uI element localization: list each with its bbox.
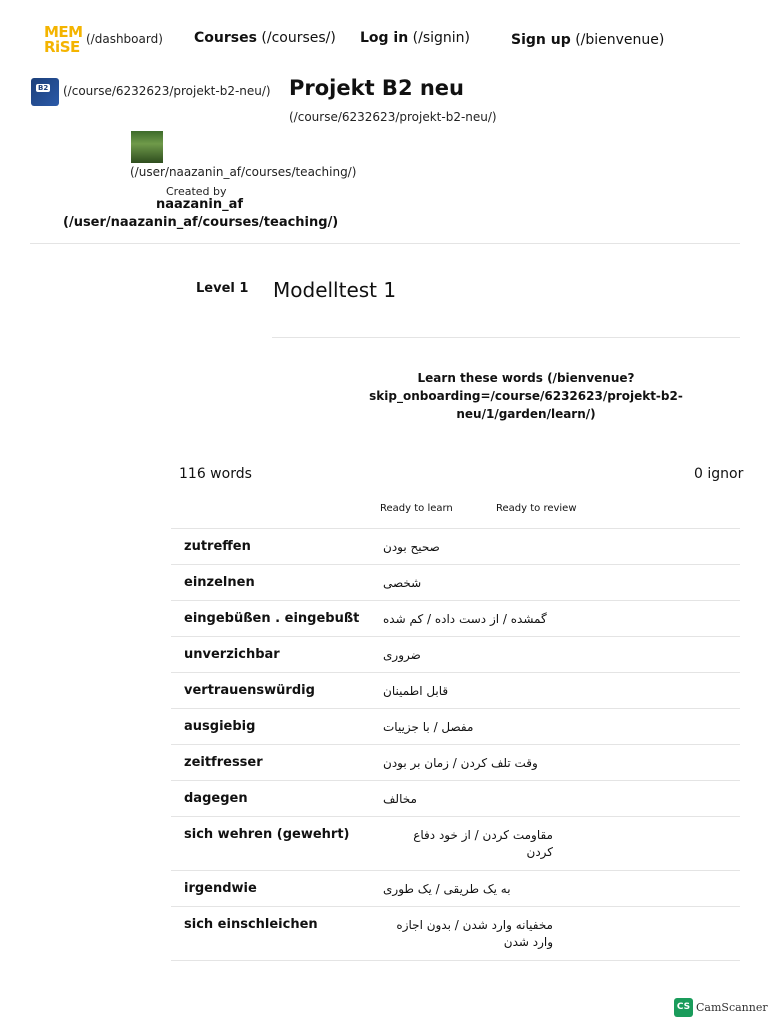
login-path: (/signin) bbox=[412, 30, 471, 46]
german-word: vertrauenswürdig bbox=[184, 683, 315, 698]
persian-translation: مخالف bbox=[383, 792, 417, 806]
course-link[interactable]: (/course/6232623/projekt-b2-neu/) bbox=[63, 84, 271, 98]
level-divider bbox=[272, 337, 740, 338]
german-word: dagegen bbox=[184, 791, 248, 806]
camscanner-icon: CS bbox=[674, 998, 693, 1017]
course-thumbnail[interactable] bbox=[31, 78, 59, 106]
word-count: 116 words bbox=[179, 466, 252, 482]
table-row bbox=[171, 744, 740, 780]
course-title-link[interactable]: (/course/6232623/projekt-b2-neu/) bbox=[289, 110, 497, 124]
level-title: Modelltest 1 bbox=[273, 278, 397, 302]
german-word: sich einschleichen bbox=[184, 917, 318, 932]
logo-text-line1: MEM bbox=[44, 23, 83, 41]
persian-translation: شخصی bbox=[383, 576, 422, 590]
login-label: Log in bbox=[360, 30, 409, 46]
created-by-label: Created by bbox=[166, 185, 227, 198]
persian-translation: مقاومت کردن / از خود دفاع کردن bbox=[413, 828, 553, 859]
signup-path: (/bienvenue) bbox=[575, 32, 665, 48]
table-row bbox=[171, 600, 740, 636]
table-row bbox=[171, 870, 740, 906]
creator-avatar-link[interactable]: (/user/naazanin_af/courses/teaching/) bbox=[130, 165, 357, 179]
courses-path: (/courses/) bbox=[261, 30, 336, 46]
german-word: eingebüßen . eingebußt bbox=[184, 611, 360, 626]
persian-translation: گمشده / از دست داده / کم شده bbox=[383, 612, 547, 626]
ignored-count: 0 ignor bbox=[694, 466, 744, 482]
creator-name[interactable]: naazanin_af bbox=[156, 197, 244, 212]
german-word: einzelnen bbox=[184, 575, 255, 590]
persian-translation: مخفیانه وارد شدن / بدون اجازه وارد شدن bbox=[396, 918, 553, 949]
signup-link[interactable] bbox=[511, 32, 664, 48]
table-row bbox=[171, 636, 740, 672]
signup-label: Sign up bbox=[511, 32, 571, 48]
learn-words-button[interactable]: Learn these words (/bienvenue?skip_onboarding=/course/6232623/projekt-b2-neu/1/garden/learn/) bbox=[369, 371, 683, 421]
persian-translation: ضروری bbox=[383, 648, 421, 662]
courses-link[interactable] bbox=[194, 30, 336, 46]
dashboard-link[interactable]: (/dashboard) bbox=[86, 32, 163, 46]
column-ready-to-learn: Ready to learn bbox=[380, 503, 453, 514]
camscanner-watermark bbox=[674, 998, 768, 1018]
course-thumbnail-tag: B2 bbox=[38, 84, 49, 92]
courses-label: Courses bbox=[194, 30, 257, 46]
course-title[interactable]: Projekt B2 neu bbox=[289, 76, 465, 100]
german-word: ausgiebig bbox=[184, 719, 256, 734]
persian-translation: وقت تلف کردن / زمان بر بودن bbox=[383, 756, 538, 770]
creator-avatar[interactable] bbox=[131, 131, 163, 163]
persian-translation: قابل اطمینان bbox=[383, 684, 449, 698]
german-word: irgendwie bbox=[184, 881, 257, 896]
column-ready-to-review: Ready to review bbox=[496, 503, 577, 514]
table-row bbox=[171, 672, 740, 708]
german-word: unverzichbar bbox=[184, 647, 280, 662]
word-table bbox=[171, 528, 740, 961]
table-row bbox=[171, 564, 740, 600]
persian-translation: مفصل / با جزییات bbox=[383, 720, 474, 734]
login-link[interactable] bbox=[360, 30, 470, 46]
persian-translation: به یک طریقی / یک طوری bbox=[383, 882, 511, 896]
header-divider bbox=[30, 243, 740, 244]
table-row bbox=[171, 906, 740, 961]
camscanner-text: CamScanner bbox=[696, 1001, 768, 1014]
german-word: sich wehren (gewehrt) bbox=[184, 827, 350, 842]
german-word: zutreffen bbox=[184, 539, 251, 554]
creator-name-link[interactable]: (/user/naazanin_af/courses/teaching/) bbox=[63, 215, 339, 230]
persian-translation: صحیح بودن bbox=[383, 540, 440, 554]
level-label: Level 1 bbox=[196, 281, 249, 296]
logo-text-line2: RiSE bbox=[44, 38, 80, 56]
table-row bbox=[171, 816, 740, 870]
german-word: zeitfresser bbox=[184, 755, 263, 770]
table-row bbox=[171, 780, 740, 816]
table-row bbox=[171, 528, 740, 564]
memrise-logo[interactable] bbox=[44, 25, 82, 57]
table-row bbox=[171, 708, 740, 744]
